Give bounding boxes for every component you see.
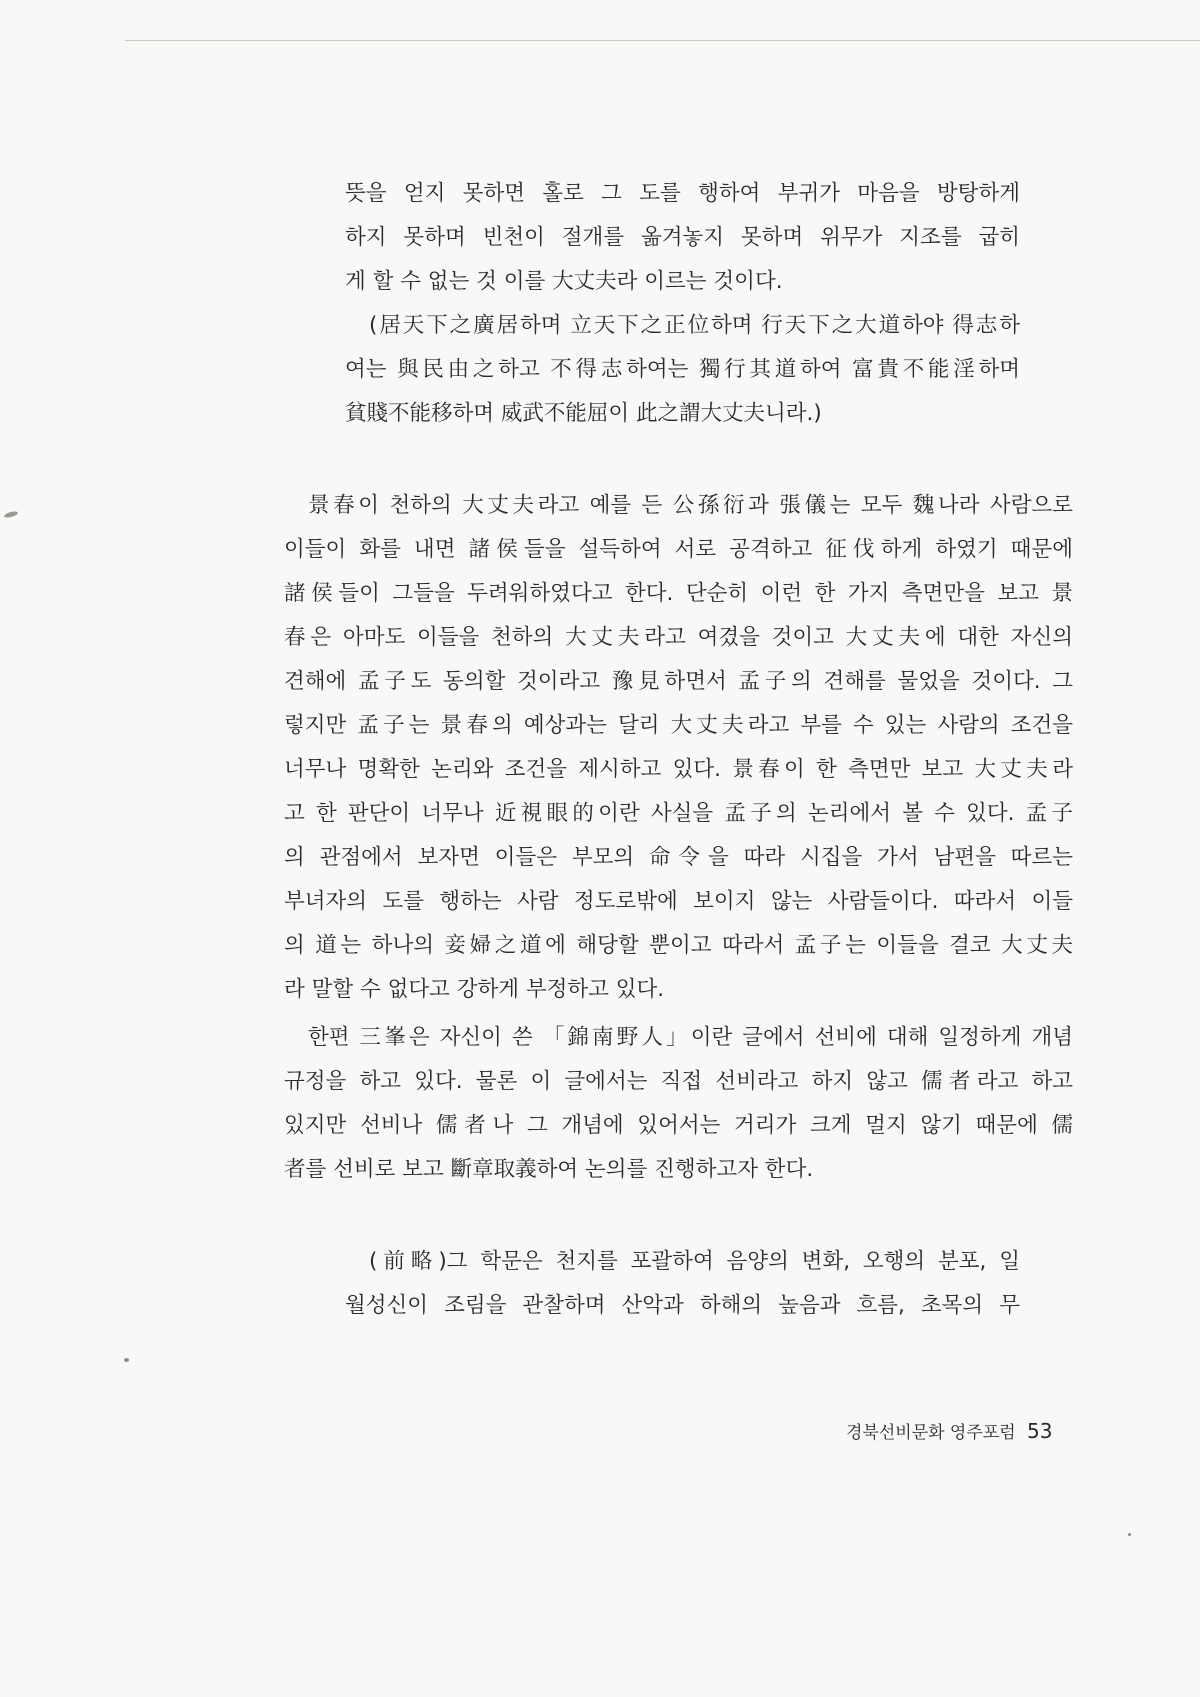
body-line: 이들이 화를 내면 諸侯들을 설득하여 서로 공격하고 征伐하게 하였기 때문에 xyxy=(284,537,1073,562)
body-line: 의 관점에서 보자면 이들은 부모의 命令을 따라 시집을 가서 남편을 따르는 xyxy=(284,845,1073,870)
quote-block-2 xyxy=(345,1240,1020,1328)
publication-title: 경북선비문화 영주포럼 xyxy=(846,1423,1016,1443)
body-line: 고 한 판단이 너무나 近視眼的이란 사실을 孟子의 논리에서 볼 수 있다. 孟子 xyxy=(284,801,1073,826)
quote-line: 게 할 수 없는 것 이를 大丈夫라 이르는 것이다. xyxy=(345,269,783,294)
body-paragraph-2 xyxy=(284,1016,1073,1192)
body-line: 너무나 명확한 논리와 조건을 제시하고 있다. 景春이 한 측면만 보고 大丈夫라 xyxy=(284,757,1073,782)
quote-line: 여는 與民由之하고 不得志하여는 獨行其道하여 富貴不能淫하며 xyxy=(345,357,1020,382)
body-line: 렇지만 孟子는 景春의 예상과는 달리 大丈夫라고 부를 수 있는 사람의 조건을 xyxy=(284,713,1073,738)
scan-speck xyxy=(124,1358,129,1362)
body-line: 景春이 천하의 大丈夫라고 예를 든 公孫衍과 張儀는 모두 魏나라 사람으로 xyxy=(308,493,1073,518)
quote-line: 월성신이 조림을 관찰하며 산악과 하해의 높음과 흐름, 초목의 무 xyxy=(345,1293,1020,1318)
quote-line: 뜻을 얻지 못하면 홀로 그 도를 행하여 부귀가 마음을 방탕하게 xyxy=(345,181,1020,206)
quote-block-1 xyxy=(345,172,1020,436)
body-paragraph-1 xyxy=(284,484,1073,1012)
top-rule xyxy=(125,40,1200,41)
quote-line: 하지 못하며 빈천이 절개를 옮겨놓지 못하며 위무가 지조를 굽히 xyxy=(345,225,1020,250)
body-line: 있지만 선비나 儒者나 그 개념에 있어서는 거리가 크게 멀지 않기 때문에 儒 xyxy=(284,1113,1073,1138)
scan-speck xyxy=(4,510,19,518)
page-footer xyxy=(846,1418,1052,1443)
quote-line: (居天下之廣居하며 立天下之正位하며 行天下之大道하야 得志하 xyxy=(369,313,1020,338)
body-line: 부녀자의 도를 행하는 사람 정도로밖에 보이지 않는 사람들이다. 따라서 이들 xyxy=(284,889,1073,914)
scan-speck xyxy=(1128,1533,1131,1536)
body-line: 한편 三峯은 자신이 쓴 「錦南野人」이란 글에서 선비에 대해 일정하게 개념 xyxy=(308,1025,1073,1050)
body-line: 견해에 孟子도 동의할 것이라고 豫見하면서 孟子의 견해를 물었을 것이다. 그 xyxy=(284,669,1073,694)
page-number: 53 xyxy=(1027,1419,1053,1443)
body-line: 春은 아마도 이들을 천하의 大丈夫라고 여겼을 것이고 大丈夫에 대한 자신의 xyxy=(284,625,1073,650)
body-line: 라 말할 수 없다고 강하게 부정하고 있다. xyxy=(284,977,665,1002)
body-line: 규정을 하고 있다. 물론 이 글에서는 직접 선비라고 하지 않고 儒者라고 하고 xyxy=(284,1069,1073,1094)
body-line: 의 道는 하나의 妾婦之道에 해당할 뿐이고 따라서 孟子는 이들을 결코 大丈夫 xyxy=(284,933,1073,958)
body-line: 諸侯들이 그들을 두려워하였다고 한다. 단순히 이런 한 가지 측면만을 보고 景 xyxy=(284,581,1073,606)
body-line: 者를 선비로 보고 斷章取義하여 논의를 진행하고자 한다. xyxy=(284,1157,814,1182)
quote-line: (前略)그 학문은 천지를 포괄하여 음양의 변화, 오행의 분포, 일 xyxy=(369,1249,1020,1274)
quote-line: 貧賤不能移하며 威武不能屈이 此之謂大丈夫니라.) xyxy=(345,401,822,426)
